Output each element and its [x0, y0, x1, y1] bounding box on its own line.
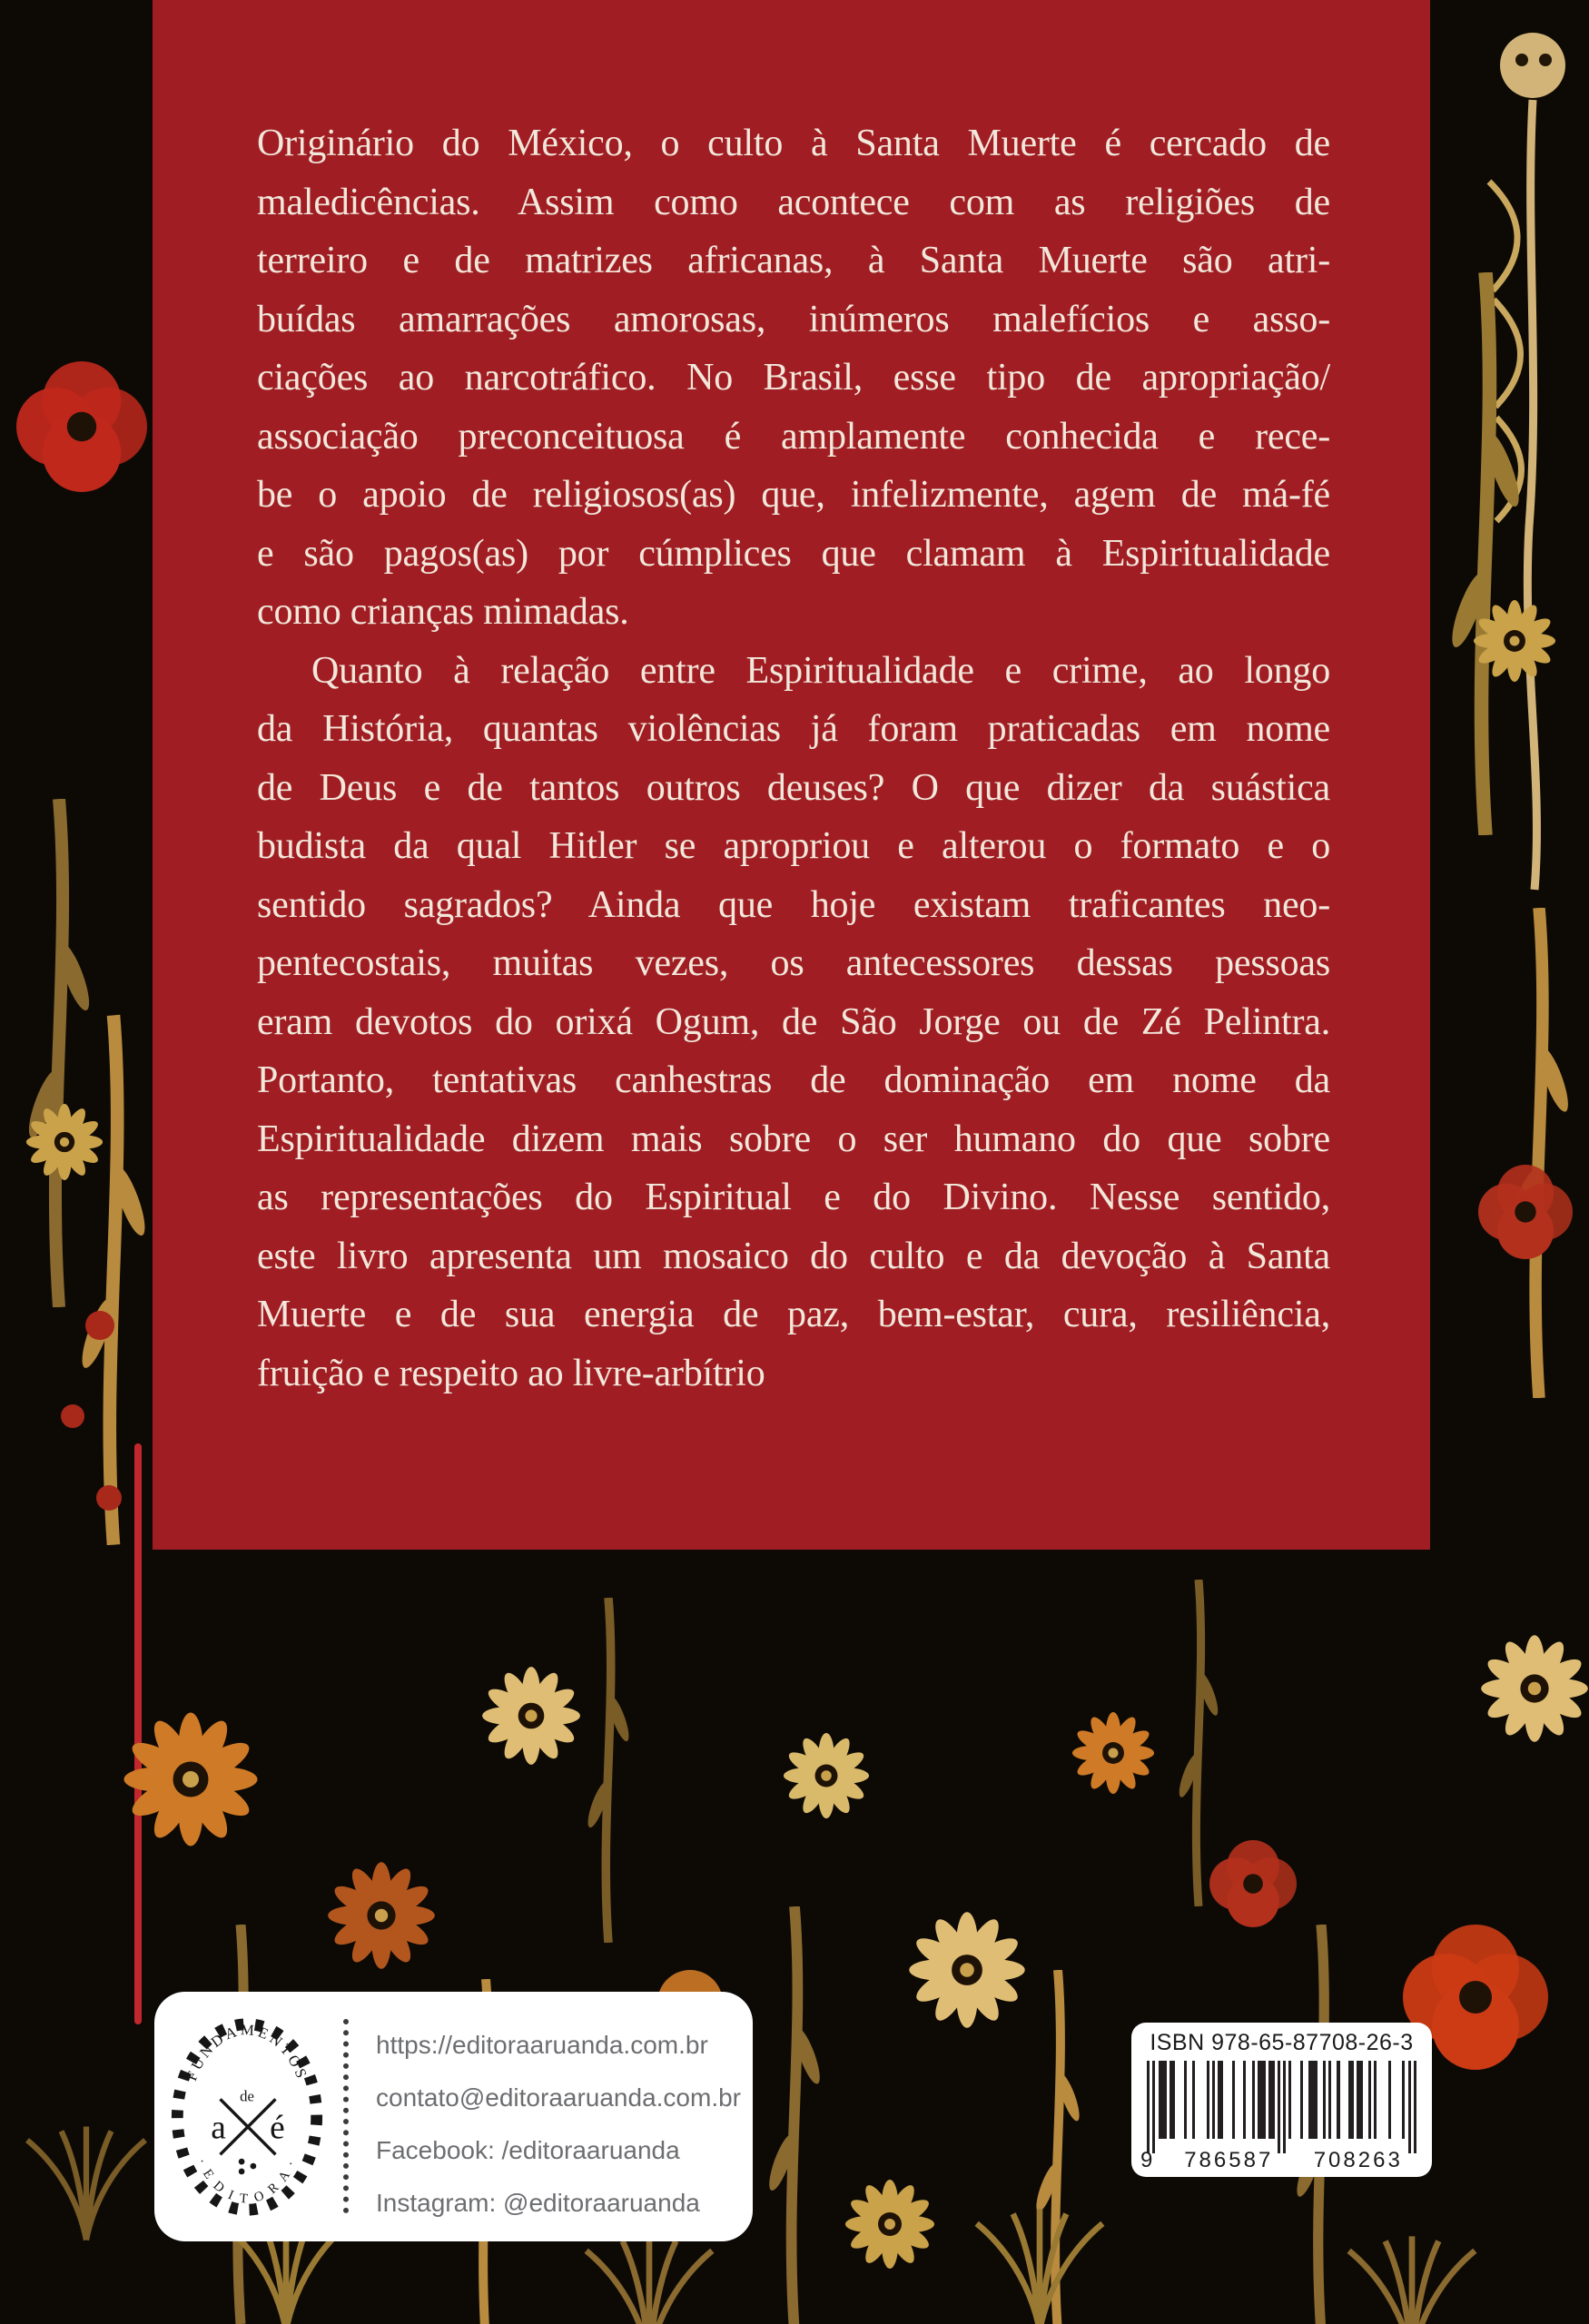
- synopsis-line: associação preconceituosa é amplamente conhecida e rece-: [257, 415, 1330, 458]
- synopsis-line: e são pagos(as) por cúmplices que clamam à Espiritualidade: [257, 532, 1330, 575]
- flower-illustration: [124, 1713, 258, 1846]
- isbn-label: ISBN 978-65-87708-26-3: [1150, 2030, 1414, 2055]
- synopsis-line: este livro apresenta um mosaico do culto e da devoção à Santa: [257, 1235, 1330, 1277]
- instagram-handle-text: Instagram: @editoraaruanda: [376, 2189, 700, 2217]
- synopsis-line: eram devotos do orixá Ogum, de São Jorge ou de Zé Pelintra.: [257, 1000, 1330, 1043]
- logo-diamond-ring: [177, 2024, 316, 2210]
- synopsis-line: as representações do Espiritual e do Divino. Nesse sentido,: [257, 1177, 1330, 1218]
- facebook-handle-text: Facebook: /editoraaruanda: [376, 2136, 680, 2164]
- synopsis-line: Portanto, tentativas canhestras de dominação em nome da: [257, 1059, 1330, 1101]
- logo-arc-bottom-text: · E D I T O R A ·: [193, 2156, 301, 2207]
- synopsis-panel: [153, 0, 1430, 1550]
- synopsis-line: fruição e respeito ao livre-arbítrio: [257, 1352, 765, 1394]
- synopsis-line: terreiro e de matrizes africanas, à Santa Muerte são atri-: [257, 240, 1330, 281]
- synopsis-line: como crianças mimadas.: [257, 591, 629, 633]
- ean-right-group: 708263: [1313, 2148, 1403, 2172]
- synopsis-line: pentecostais, muitas vezes, os antecessores dessas pessoas: [257, 942, 1330, 984]
- synopsis-line: Quanto à relação entre Espiritualidade e crime, ao longo: [311, 649, 1330, 692]
- publisher-contact-list: [376, 2019, 741, 2230]
- dotted-divider: [343, 2019, 349, 2213]
- contact-email-text: contato@editoraaruanda.com.br: [376, 2083, 741, 2112]
- synopsis-line: ciações ao narcotráfico. No Brasil, esse tipo de apropriação/: [257, 357, 1330, 399]
- synopsis-line: maledicências. Assim como acontece com as religiões de: [257, 181, 1330, 223]
- isbn-barcode-sticker: [1131, 2023, 1432, 2177]
- publisher-info-card: [154, 1992, 753, 2241]
- logo-e-text: é: [270, 2109, 285, 2147]
- synopsis-line: budista da qual Hitler se apropriou e alterou o formato e o: [257, 825, 1330, 867]
- logo-arc-top-text: FUNDAMENTOS: [183, 2021, 311, 2083]
- synopsis-line: Espiritualidade dizem mais sobre o ser humano do que sobre: [257, 1118, 1330, 1160]
- synopsis-line: Muerte e de sua energia de paz, bem-estar, cura, resiliência,: [257, 1294, 1330, 1335]
- synopsis-line: sentido sagrados? Ainda que hoje existam traficantes neo-: [257, 883, 1330, 926]
- svg-text:FUNDAMENTOS: [183, 2021, 311, 2083]
- website-url-text: https://editoraaruanda.com.br: [376, 2031, 708, 2059]
- synopsis-line: da História, quantas violências já foram praticadas em nome: [257, 708, 1330, 750]
- synopsis-text-block: [257, 114, 1330, 1403]
- synopsis-line: buídas amarrações amorosas, inúmeros malefícios e asso-: [257, 298, 1330, 340]
- logo-de-text: de: [240, 2087, 254, 2105]
- ean13-barcode: [1147, 2061, 1416, 2155]
- publisher-logo-badge: [165, 2012, 329, 2222]
- synopsis-line: Originário do México, o culto à Santa Muerte é cercado de: [257, 123, 1330, 164]
- synopsis-line: be o apoio de religiosos(as) que, infelizmente, agem de má-fé: [257, 474, 1330, 516]
- ean-digits-row: [1140, 2148, 1423, 2173]
- logo-a-text: a: [211, 2109, 226, 2147]
- svg-text:· E D I T O R A ·: [193, 2156, 300, 2206]
- synopsis-line: de Deus e de tantos outros deuses? O que dizer da suástica: [257, 766, 1330, 809]
- ean-first-digit: 9: [1140, 2148, 1153, 2172]
- ean-left-group: 786587: [1184, 2148, 1274, 2172]
